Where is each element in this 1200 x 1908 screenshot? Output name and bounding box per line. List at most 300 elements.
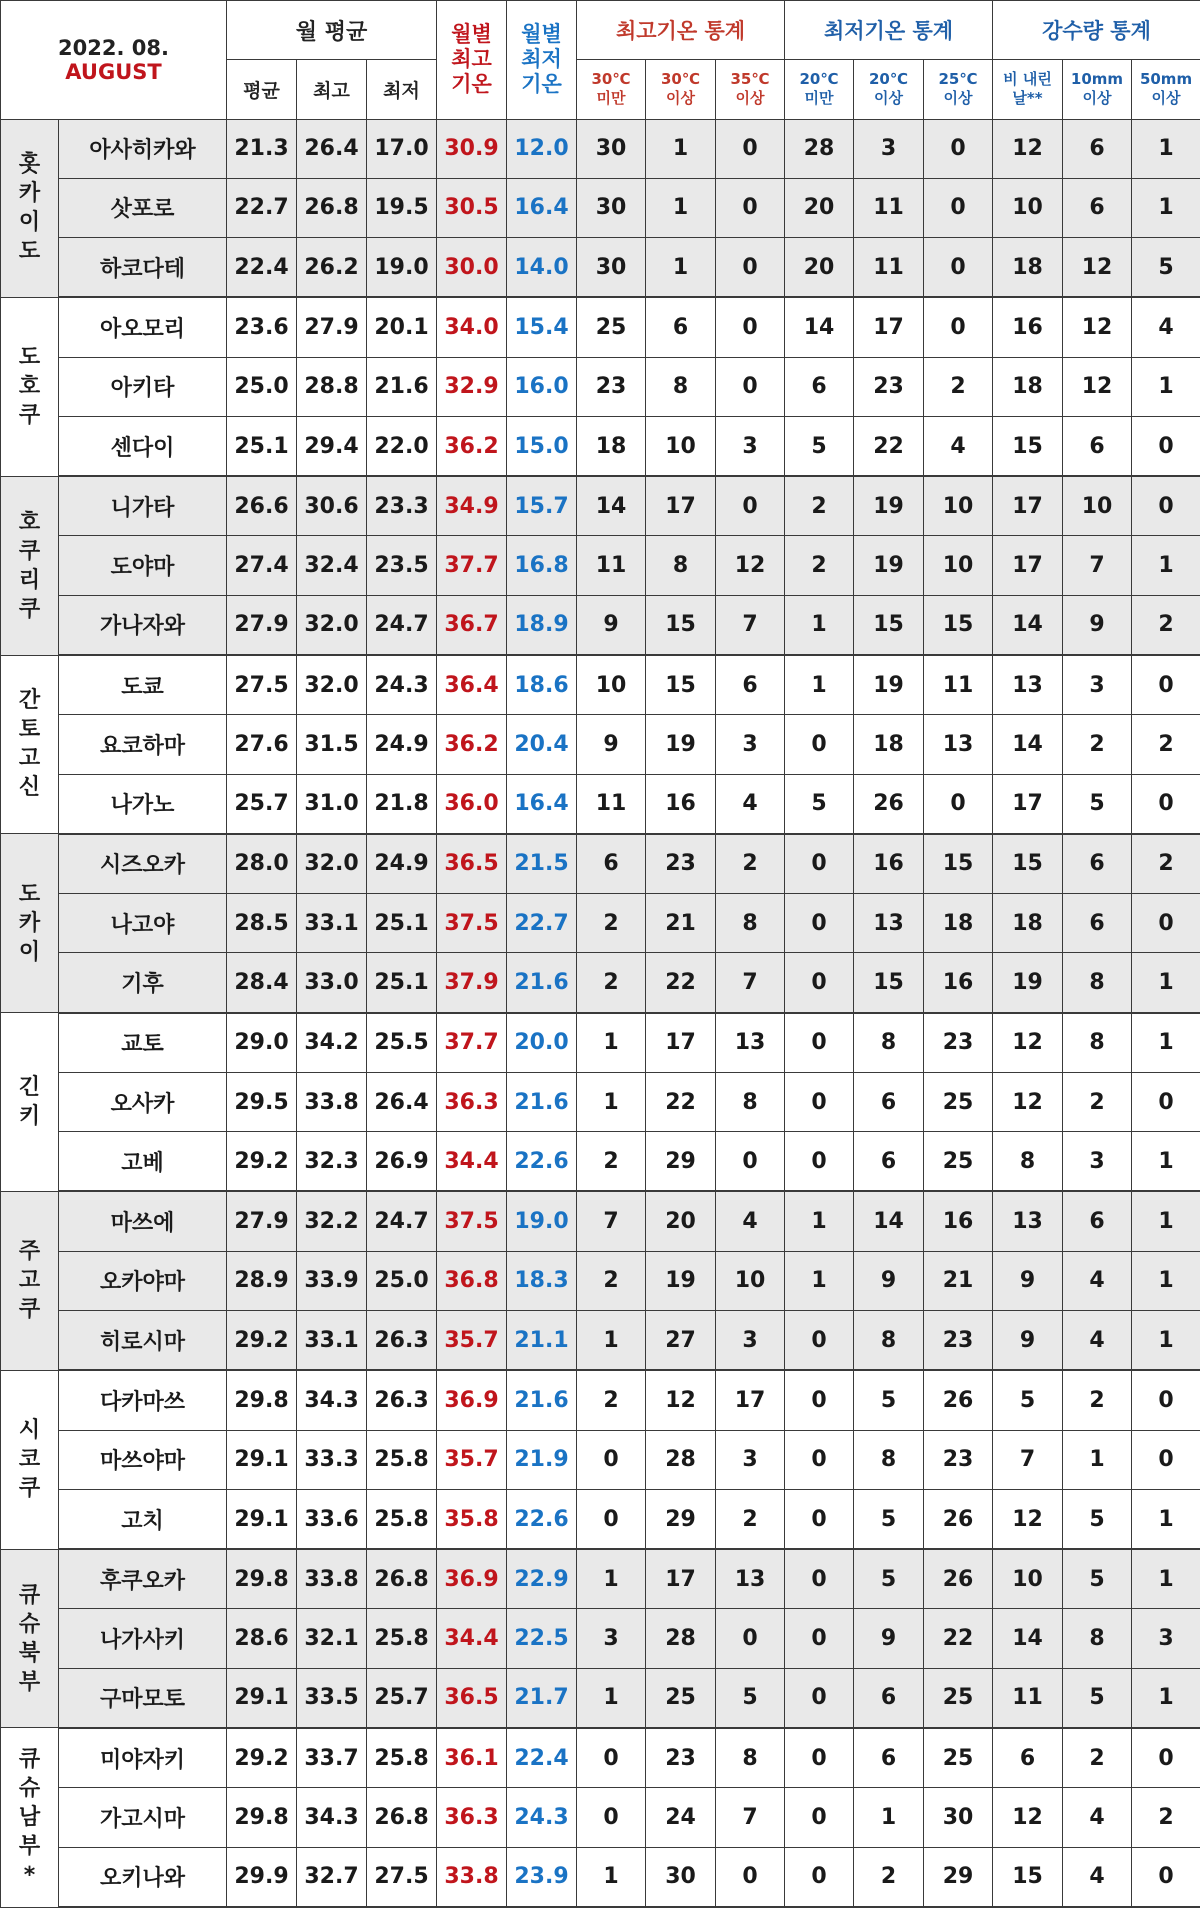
- cell-avg: 23.6: [227, 297, 297, 357]
- cell-max-ge30: 1: [646, 238, 716, 298]
- cell-max-ge30: 10: [646, 416, 716, 476]
- table-row: [1, 357, 1200, 416]
- cell-rain-ge10: 12: [1063, 357, 1132, 416]
- cell-rain-days: 9: [993, 1251, 1063, 1310]
- cell-monthly-min: 23.9: [507, 1847, 577, 1907]
- cell-avg: 25.7: [227, 774, 297, 834]
- cell-rain-ge50: 2: [1132, 715, 1200, 774]
- monthly-max-header: [437, 1, 507, 120]
- cell-max: 26.8: [297, 178, 367, 237]
- cell-max-lt30: 1: [577, 1013, 646, 1073]
- cell-avg: 25.0: [227, 357, 297, 416]
- cell-min-lt20: 0: [785, 715, 854, 774]
- cell-avg: 29.1: [227, 1489, 297, 1549]
- cell-monthly-max: 35.8: [437, 1489, 507, 1549]
- cell-min: 17.0: [367, 119, 437, 178]
- region-label: 긴 키: [1, 1013, 59, 1192]
- cell-avg: 28.6: [227, 1609, 297, 1668]
- cell-max-ge30: 15: [646, 595, 716, 655]
- table-row: [1, 1132, 1200, 1192]
- max-header: 최고: [297, 60, 367, 119]
- cell-min-ge20: 6: [854, 1132, 924, 1192]
- cell-rain-days: 18: [993, 357, 1063, 416]
- cell-max: 30.6: [297, 476, 367, 536]
- cell-rain-ge50: 0: [1132, 1370, 1200, 1430]
- cell-monthly-min: 15.7: [507, 476, 577, 536]
- max-sub-header-3: 35℃ 이상: [716, 60, 785, 119]
- cell-min: 26.8: [367, 1788, 437, 1847]
- city-name: 오카야마: [59, 1251, 227, 1310]
- cell-rain-ge10: 12: [1063, 297, 1132, 357]
- cell-monthly-min: 21.7: [507, 1668, 577, 1728]
- cell-rain-ge50: 1: [1132, 119, 1200, 178]
- cell-min-lt20: 2: [785, 536, 854, 595]
- max-sub-header-2: 30℃ 이상: [646, 60, 716, 119]
- table-row: [1, 595, 1200, 655]
- cell-max-lt30: 14: [577, 476, 646, 536]
- cell-max-ge35: 5: [716, 1668, 785, 1728]
- cell-min: 20.1: [367, 297, 437, 357]
- cell-avg: 29.2: [227, 1311, 297, 1371]
- city-name: 하코다테: [59, 238, 227, 298]
- cell-monthly-min: 15.0: [507, 416, 577, 476]
- cell-monthly-max: 36.7: [437, 595, 507, 655]
- cell-min-ge25: 26: [924, 1549, 993, 1609]
- rain-sub-header-1: 비 내린 날**: [993, 60, 1063, 119]
- cell-min: 23.3: [367, 476, 437, 536]
- table-row: [1, 536, 1200, 595]
- cell-avg: 21.3: [227, 119, 297, 178]
- cell-max: 34.2: [297, 1013, 367, 1073]
- cell-max-ge30: 29: [646, 1132, 716, 1192]
- cell-rain-days: 13: [993, 655, 1063, 715]
- cell-monthly-min: 21.1: [507, 1311, 577, 1371]
- cell-min-ge20: 26: [854, 774, 924, 834]
- cell-monthly-max: 36.2: [437, 715, 507, 774]
- cell-max-ge35: 3: [716, 1311, 785, 1371]
- cell-min-lt20: 0: [785, 1549, 854, 1609]
- cell-rain-days: 18: [993, 238, 1063, 298]
- cell-min-ge20: 15: [854, 595, 924, 655]
- cell-max-ge30: 27: [646, 1311, 716, 1371]
- cell-rain-ge10: 6: [1063, 834, 1132, 894]
- cell-min-ge25: 4: [924, 416, 993, 476]
- cell-rain-ge10: 3: [1063, 655, 1132, 715]
- cell-min-ge25: 0: [924, 297, 993, 357]
- cell-min-ge25: 26: [924, 1489, 993, 1549]
- cell-min-lt20: 28: [785, 119, 854, 178]
- cell-min-ge20: 16: [854, 834, 924, 894]
- cell-min-lt20: 0: [785, 1430, 854, 1489]
- cell-max-ge30: 28: [646, 1430, 716, 1489]
- cell-min-ge25: 18: [924, 894, 993, 953]
- cell-max: 32.2: [297, 1191, 367, 1251]
- cell-rain-ge50: 3: [1132, 1609, 1200, 1668]
- city-name: 아키타: [59, 357, 227, 416]
- cell-rain-days: 14: [993, 715, 1063, 774]
- cell-max-lt30: 2: [577, 1251, 646, 1310]
- cell-min-ge25: 0: [924, 178, 993, 237]
- cell-rain-days: 12: [993, 1788, 1063, 1847]
- cell-rain-ge50: 1: [1132, 1132, 1200, 1192]
- cell-max: 26.4: [297, 119, 367, 178]
- cell-rain-ge10: 1: [1063, 1430, 1132, 1489]
- table-row: [1, 119, 1200, 178]
- cell-min-ge25: 0: [924, 119, 993, 178]
- cell-max-ge30: 8: [646, 536, 716, 595]
- cell-avg: 26.6: [227, 476, 297, 536]
- cell-min: 24.3: [367, 655, 437, 715]
- region-label: 주 고 쿠: [1, 1191, 59, 1370]
- cell-min: 25.7: [367, 1668, 437, 1728]
- cell-max-ge30: 22: [646, 953, 716, 1013]
- cell-max-ge30: 1: [646, 178, 716, 237]
- cell-rain-ge50: 1: [1132, 1013, 1200, 1073]
- cell-rain-ge50: 2: [1132, 834, 1200, 894]
- cell-rain-ge50: 1: [1132, 1549, 1200, 1609]
- cell-rain-ge50: 0: [1132, 1728, 1200, 1788]
- cell-min-ge20: 18: [854, 715, 924, 774]
- cell-max-lt30: 2: [577, 1132, 646, 1192]
- cell-min-lt20: 0: [785, 1311, 854, 1371]
- cell-max: 26.2: [297, 238, 367, 298]
- cell-min-ge25: 30: [924, 1788, 993, 1847]
- cell-min-ge25: 11: [924, 655, 993, 715]
- cell-avg: 25.1: [227, 416, 297, 476]
- cell-min-ge25: 2: [924, 357, 993, 416]
- cell-max-lt30: 6: [577, 834, 646, 894]
- table-row: [1, 655, 1200, 715]
- cell-min-ge20: 6: [854, 1668, 924, 1728]
- cell-monthly-min: 21.9: [507, 1430, 577, 1489]
- cell-min-ge25: 13: [924, 715, 993, 774]
- cell-max: 32.1: [297, 1609, 367, 1668]
- cell-max: 32.0: [297, 655, 367, 715]
- cell-min-ge20: 3: [854, 119, 924, 178]
- cell-max-ge30: 19: [646, 1251, 716, 1310]
- city-name: 가고시마: [59, 1788, 227, 1847]
- cell-max: 31.5: [297, 715, 367, 774]
- city-name: 마쓰에: [59, 1191, 227, 1251]
- cell-max-ge30: 20: [646, 1191, 716, 1251]
- cell-min-ge20: 23: [854, 357, 924, 416]
- cell-min-lt20: 0: [785, 1728, 854, 1788]
- cell-max-lt30: 10: [577, 655, 646, 715]
- cell-min-ge20: 19: [854, 536, 924, 595]
- cell-avg: 29.1: [227, 1668, 297, 1728]
- cell-min-ge25: 25: [924, 1668, 993, 1728]
- cell-max-ge30: 17: [646, 476, 716, 536]
- cell-min-ge25: 10: [924, 476, 993, 536]
- cell-rain-ge50: 0: [1132, 416, 1200, 476]
- cell-max: 33.8: [297, 1072, 367, 1131]
- city-name: 도야마: [59, 536, 227, 595]
- cell-rain-ge10: 8: [1063, 1013, 1132, 1073]
- city-name: 가나자와: [59, 595, 227, 655]
- cell-rain-days: 15: [993, 1847, 1063, 1907]
- table-row: [1, 715, 1200, 774]
- cell-min: 26.3: [367, 1311, 437, 1371]
- cell-monthly-max: 36.5: [437, 1668, 507, 1728]
- city-name: 도쿄: [59, 655, 227, 715]
- cell-rain-ge10: 5: [1063, 1668, 1132, 1728]
- cell-min-ge20: 6: [854, 1072, 924, 1131]
- cell-min: 21.6: [367, 357, 437, 416]
- city-name: 미야자키: [59, 1728, 227, 1788]
- cell-min: 25.1: [367, 953, 437, 1013]
- cell-min-lt20: 20: [785, 238, 854, 298]
- cell-max: 32.3: [297, 1132, 367, 1192]
- cell-max-ge35: 7: [716, 1788, 785, 1847]
- cell-min-ge25: 23: [924, 1311, 993, 1371]
- cell-min-lt20: 14: [785, 297, 854, 357]
- cell-max-ge35: 17: [716, 1370, 785, 1430]
- cell-min-lt20: 0: [785, 1013, 854, 1073]
- cell-avg: 22.7: [227, 178, 297, 237]
- city-name: 오사카: [59, 1072, 227, 1131]
- cell-max-ge35: 0: [716, 1132, 785, 1192]
- cell-rain-ge50: 5: [1132, 238, 1200, 298]
- monthly-min-line3: 기온: [521, 72, 562, 97]
- city-name: 기후: [59, 953, 227, 1013]
- cell-min-ge25: 16: [924, 1191, 993, 1251]
- cell-min-ge20: 11: [854, 238, 924, 298]
- title-month: AUGUST: [65, 59, 162, 84]
- city-name: 요코하마: [59, 715, 227, 774]
- rain-sub-header-2: 10mm 이상: [1063, 60, 1132, 119]
- city-name: 나고야: [59, 894, 227, 953]
- city-name: 아사히카와: [59, 119, 227, 178]
- cell-max: 27.9: [297, 297, 367, 357]
- cell-max-ge35: 0: [716, 178, 785, 237]
- cell-rain-ge10: 3: [1063, 1132, 1132, 1192]
- cell-max-ge30: 6: [646, 297, 716, 357]
- cell-avg: 27.4: [227, 536, 297, 595]
- region-label: 호 쿠 리 쿠: [1, 476, 59, 655]
- cell-min: 22.0: [367, 416, 437, 476]
- cell-monthly-min: 20.0: [507, 1013, 577, 1073]
- cell-min: 23.5: [367, 536, 437, 595]
- table-row: [1, 774, 1200, 834]
- cell-rain-ge10: 7: [1063, 536, 1132, 595]
- cell-monthly-min: 20.4: [507, 715, 577, 774]
- cell-rain-ge10: 4: [1063, 1251, 1132, 1310]
- cell-min: 19.5: [367, 178, 437, 237]
- cell-rain-ge50: 2: [1132, 1788, 1200, 1847]
- max-stats-header: 최고기온 통계: [577, 1, 785, 60]
- cell-max-ge30: 29: [646, 1489, 716, 1549]
- cell-min: 25.1: [367, 894, 437, 953]
- cell-rain-ge10: 6: [1063, 1191, 1132, 1251]
- cell-max: 28.8: [297, 357, 367, 416]
- cell-monthly-max: 33.8: [437, 1847, 507, 1907]
- cell-min-ge20: 17: [854, 297, 924, 357]
- cell-avg: 22.4: [227, 238, 297, 298]
- monthly-avg-header: 월 평균: [227, 1, 437, 60]
- cell-max: 32.0: [297, 834, 367, 894]
- cell-max-lt30: 2: [577, 953, 646, 1013]
- cell-max: 33.1: [297, 894, 367, 953]
- cell-avg: 29.0: [227, 1013, 297, 1073]
- monthly-min-line1: 월별: [521, 22, 562, 47]
- cell-max: 33.3: [297, 1430, 367, 1489]
- cell-min-ge20: 6: [854, 1728, 924, 1788]
- cell-monthly-max: 37.5: [437, 894, 507, 953]
- cell-min-ge25: 0: [924, 774, 993, 834]
- cell-monthly-max: 36.5: [437, 834, 507, 894]
- cell-max-ge30: 16: [646, 774, 716, 834]
- cell-max-ge30: 21: [646, 894, 716, 953]
- cell-rain-days: 11: [993, 1668, 1063, 1728]
- cell-rain-ge50: 1: [1132, 536, 1200, 595]
- cell-monthly-min: 22.5: [507, 1609, 577, 1668]
- cell-avg: 28.0: [227, 834, 297, 894]
- cell-max-lt30: 0: [577, 1430, 646, 1489]
- cell-min-ge20: 19: [854, 476, 924, 536]
- cell-monthly-max: 37.7: [437, 536, 507, 595]
- cell-max-lt30: 1: [577, 1847, 646, 1907]
- table-title: [1, 1, 227, 120]
- cell-rain-days: 10: [993, 178, 1063, 237]
- cell-avg: 29.8: [227, 1370, 297, 1430]
- cell-max: 33.9: [297, 1251, 367, 1310]
- cell-min: 25.0: [367, 1251, 437, 1310]
- cell-max-ge35: 0: [716, 357, 785, 416]
- cell-max-lt30: 1: [577, 1668, 646, 1728]
- cell-monthly-max: 37.7: [437, 1013, 507, 1073]
- cell-rain-ge10: 6: [1063, 178, 1132, 237]
- cell-max-lt30: 11: [577, 774, 646, 834]
- cell-max-ge30: 25: [646, 1668, 716, 1728]
- cell-rain-days: 9: [993, 1311, 1063, 1371]
- cell-rain-ge50: 1: [1132, 1251, 1200, 1310]
- cell-max-ge35: 3: [716, 715, 785, 774]
- min-sub-header-2: 20℃ 이상: [854, 60, 924, 119]
- min-header: 최저: [367, 60, 437, 119]
- monthly-max-line3: 기온: [451, 72, 492, 97]
- cell-min: 25.8: [367, 1609, 437, 1668]
- cell-min: 24.9: [367, 834, 437, 894]
- cell-rain-ge10: 5: [1063, 1549, 1132, 1609]
- city-name: 나가사키: [59, 1609, 227, 1668]
- cell-min-ge20: 15: [854, 953, 924, 1013]
- cell-min-ge25: 16: [924, 953, 993, 1013]
- cell-avg: 27.9: [227, 1191, 297, 1251]
- avg-header: 평균: [227, 60, 297, 119]
- cell-monthly-min: 24.3: [507, 1788, 577, 1847]
- cell-monthly-max: 30.0: [437, 238, 507, 298]
- table-row: [1, 953, 1200, 1013]
- table-row: [1, 1072, 1200, 1131]
- cell-rain-ge10: 4: [1063, 1788, 1132, 1847]
- rain-sub-header-3: 50mm 이상: [1132, 60, 1200, 119]
- table-row: [1, 1668, 1200, 1728]
- cell-avg: 29.9: [227, 1847, 297, 1907]
- cell-rain-ge10: 6: [1063, 416, 1132, 476]
- cell-min-lt20: 6: [785, 357, 854, 416]
- table-row: [1, 1430, 1200, 1489]
- cell-monthly-min: 16.4: [507, 178, 577, 237]
- cell-monthly-min: 22.4: [507, 1728, 577, 1788]
- cell-max-ge30: 15: [646, 655, 716, 715]
- cell-avg: 29.5: [227, 1072, 297, 1131]
- cell-min-lt20: 1: [785, 655, 854, 715]
- cell-max-ge35: 0: [716, 297, 785, 357]
- cell-monthly-max: 36.1: [437, 1728, 507, 1788]
- cell-max: 32.4: [297, 536, 367, 595]
- cell-max-ge30: 30: [646, 1847, 716, 1907]
- table-row: [1, 297, 1200, 357]
- cell-max-ge30: 28: [646, 1609, 716, 1668]
- cell-rain-days: 10: [993, 1549, 1063, 1609]
- monthly-min-line2: 최저: [521, 47, 562, 72]
- rain-stats-header: 강수량 통계: [993, 1, 1200, 60]
- cell-monthly-min: 16.4: [507, 774, 577, 834]
- cell-monthly-min: 18.6: [507, 655, 577, 715]
- cell-max-lt30: 2: [577, 894, 646, 953]
- cell-rain-ge10: 4: [1063, 1847, 1132, 1907]
- cell-max-lt30: 2: [577, 1370, 646, 1430]
- table-row: [1, 416, 1200, 476]
- city-name: 구마모토: [59, 1668, 227, 1728]
- cell-max-ge30: 22: [646, 1072, 716, 1131]
- cell-monthly-max: 32.9: [437, 357, 507, 416]
- cell-monthly-min: 21.5: [507, 834, 577, 894]
- cell-rain-days: 17: [993, 476, 1063, 536]
- cell-max-lt30: 11: [577, 536, 646, 595]
- cell-monthly-max: 36.3: [437, 1072, 507, 1131]
- cell-monthly-min: 16.8: [507, 536, 577, 595]
- city-name: 마쓰야마: [59, 1430, 227, 1489]
- cell-rain-days: 12: [993, 119, 1063, 178]
- cell-min-ge20: 5: [854, 1489, 924, 1549]
- table-row: [1, 1728, 1200, 1788]
- cell-avg: 28.4: [227, 953, 297, 1013]
- cell-monthly-max: 36.9: [437, 1370, 507, 1430]
- cell-max: 33.1: [297, 1311, 367, 1371]
- cell-monthly-max: 36.0: [437, 774, 507, 834]
- cell-max: 33.8: [297, 1549, 367, 1609]
- table-row: [1, 1788, 1200, 1847]
- cell-min: 24.7: [367, 1191, 437, 1251]
- cell-rain-ge10: 2: [1063, 1728, 1132, 1788]
- cell-min-ge20: 9: [854, 1251, 924, 1310]
- cell-max-ge35: 6: [716, 655, 785, 715]
- city-name: 고치: [59, 1489, 227, 1549]
- cell-rain-ge10: 8: [1063, 1609, 1132, 1668]
- table-row: [1, 1549, 1200, 1609]
- cell-max: 29.4: [297, 416, 367, 476]
- cell-monthly-min: 19.0: [507, 1191, 577, 1251]
- cell-monthly-min: 22.9: [507, 1549, 577, 1609]
- cell-min-lt20: 0: [785, 1072, 854, 1131]
- cell-min: 21.8: [367, 774, 437, 834]
- cell-rain-ge50: 1: [1132, 357, 1200, 416]
- cell-max: 32.7: [297, 1847, 367, 1907]
- cell-rain-ge50: 1: [1132, 953, 1200, 1013]
- cell-min-lt20: 0: [785, 1668, 854, 1728]
- cell-max-ge30: 1: [646, 119, 716, 178]
- table-row: [1, 1609, 1200, 1668]
- min-sub-header-1: 20℃ 미만: [785, 60, 854, 119]
- region-label: 큐 슈 남 부 *: [1, 1728, 59, 1907]
- cell-min-ge20: 8: [854, 1311, 924, 1371]
- cell-min: 25.8: [367, 1430, 437, 1489]
- cell-monthly-min: 22.6: [507, 1132, 577, 1192]
- cell-rain-ge50: 0: [1132, 1072, 1200, 1131]
- cell-max-ge35: 0: [716, 1609, 785, 1668]
- monthly-max-line1: 월별: [451, 22, 492, 47]
